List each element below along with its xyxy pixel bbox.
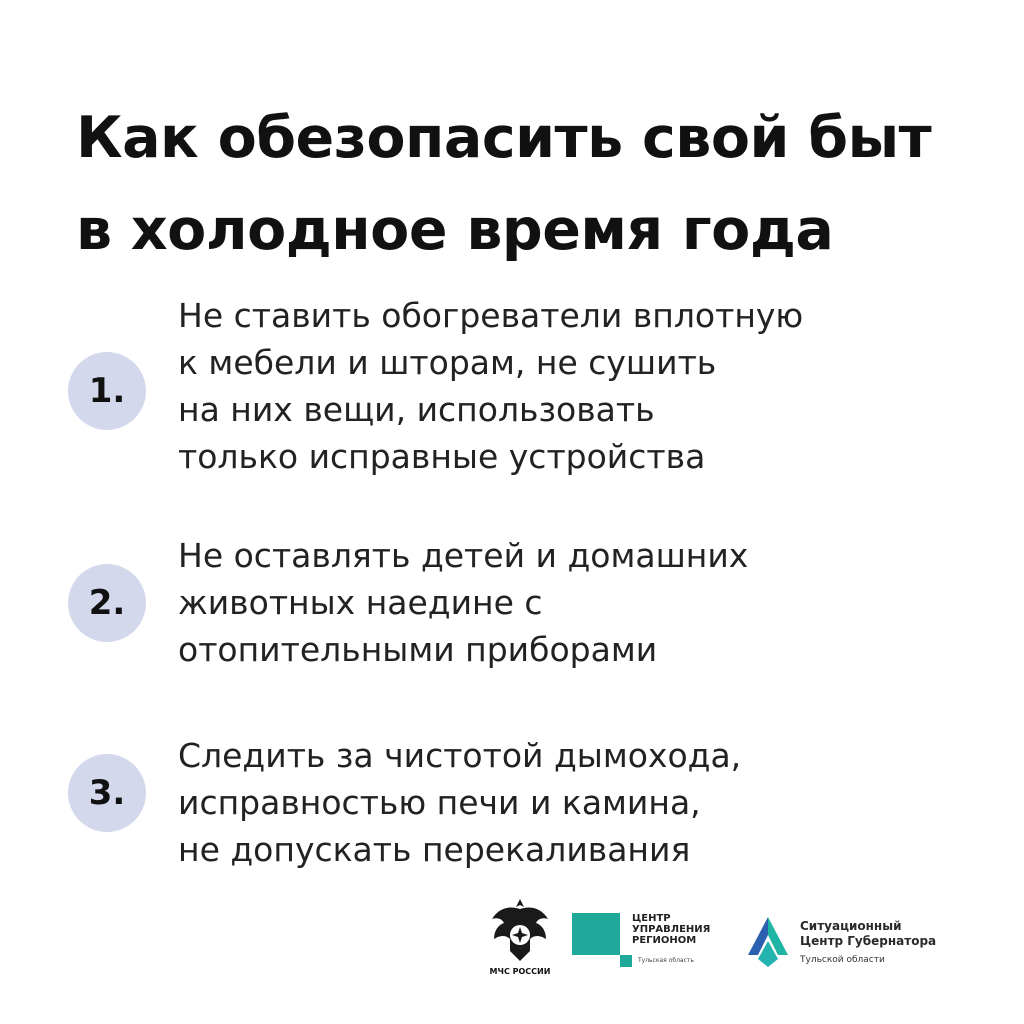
tip-2-line-3: отопительными приборами [178,630,658,669]
cur-name-line-1: ЦЕНТР [632,913,671,924]
number-badge-3: 3. [68,754,146,832]
situation-center-line-1: Ситуационный [800,919,902,933]
number-badge-1: 1. [68,352,146,430]
cur-region: Тульская область [638,957,694,964]
tip-1-line-4: только исправные устройства [178,437,706,476]
tip-text-1 [178,292,978,480]
tip-1-line-2: к мебели и шторам, не сушить [178,343,717,382]
tip-1-line-3: на них вещи, использовать [178,390,655,429]
cur-name-line-2: УПРАВЛЕНИЯ [632,924,711,935]
mchs-logo [480,895,560,985]
title-line-2: в холодное время года [76,197,834,263]
footer-logos [480,895,1000,995]
tip-3-line-1: Следить за чистотой дымохода, [178,736,742,775]
tip-2-line-2: животных наедине с [178,583,543,622]
tip-item-3 [0,732,1024,877]
situation-center-title [800,919,936,949]
tip-item-2 [0,532,1024,677]
tip-3-line-2: исправностью печи и камина, [178,783,701,822]
tip-2-line-1: Не оставлять детей и домашних [178,536,749,575]
cur-small-square-icon [620,955,632,967]
region-control-center-logo [572,913,732,973]
cur-name-line-3: РЕГИОНОМ [632,935,697,946]
tip-text-3 [178,732,978,873]
tip-item-1 [0,292,1024,482]
tip-text-2 [178,532,978,673]
page-title [76,92,976,276]
double-headed-eagle-emblem-icon [480,895,560,967]
tip-1-line-1: Не ставить обогреватели вплотную [178,296,804,335]
situation-center-region: Тульской области [800,955,885,965]
cur-square-icon [572,913,620,955]
tip-3-line-3: не допускать перекаливания [178,830,691,869]
triangle-mountain-icon [744,915,792,969]
cur-name [632,913,710,946]
mchs-caption: МЧС РОССИИ [489,967,551,976]
situation-center-line-2: Центр Губернатора [800,934,937,948]
title-line-1: Как обезопасить свой быт [76,105,932,171]
situation-center-logo [744,915,984,975]
number-badge-2: 2. [68,564,146,642]
